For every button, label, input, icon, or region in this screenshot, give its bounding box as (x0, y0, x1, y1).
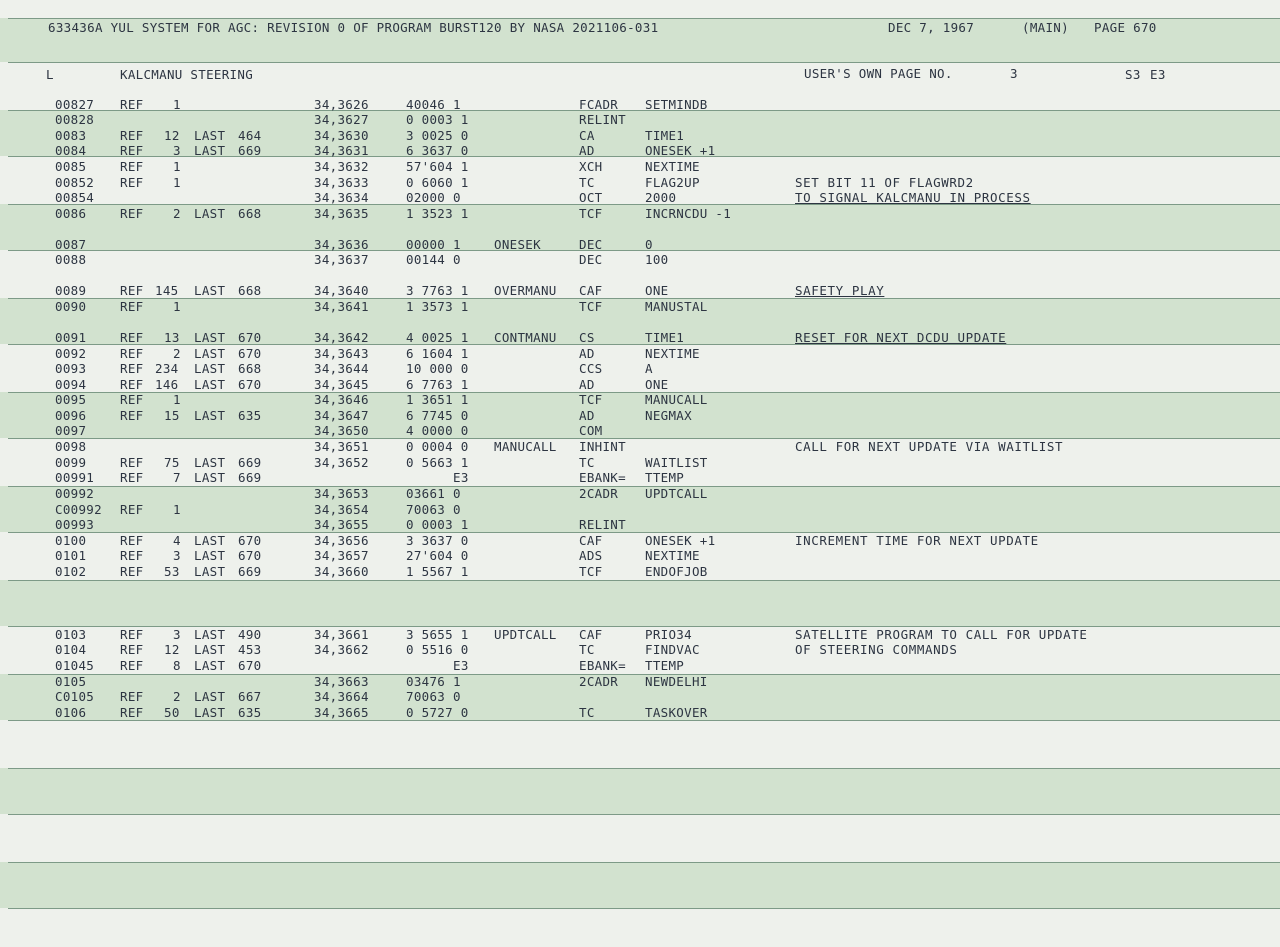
listing-count-18: 15 (164, 408, 180, 423)
listing-addr-28: 34,3660 (314, 564, 369, 579)
listing-code-20: 0 0004 0 (406, 439, 469, 454)
listing-code-29: 3 5655 1 (406, 627, 469, 642)
listing-count-3: 12 (164, 128, 180, 143)
listing-count-26: 4 (173, 533, 181, 548)
listing-code-9: 00000 1 (406, 237, 461, 252)
listing-last-31: LAST (194, 658, 226, 673)
listing-op-1: FCADR (579, 97, 619, 112)
listing-addr-2: 34,3627 (314, 112, 369, 127)
listing-line-11: 0089 (55, 283, 87, 298)
listing-code-31: E3 (453, 658, 469, 673)
listing-ref-22: REF (120, 470, 144, 485)
listing-op-19: COM (579, 423, 603, 438)
listing-ref-30: REF (120, 642, 144, 657)
listing-page-14: 670 (238, 346, 262, 361)
listing-op-27: ADS (579, 548, 603, 563)
listing-op-20: INHINT (579, 439, 626, 454)
listing-addr-8: 34,3635 (314, 206, 369, 221)
listing-count-11: 145 (155, 283, 179, 298)
listing-code-3: 3 0025 0 (406, 128, 469, 143)
listing-line-6: 00852 (55, 175, 95, 190)
listing-operand-26: ONESEK +1 (645, 533, 716, 548)
listing-code-13: 4 0025 1 (406, 330, 469, 345)
listing-addr-18: 34,3647 (314, 408, 369, 423)
listing-operand-5: NEXTIME (645, 159, 700, 174)
listing-addr-20: 34,3651 (314, 439, 369, 454)
listing-code-34: 0 5727 0 (406, 705, 469, 720)
listing-operand-18: NEGMAX (645, 408, 692, 423)
listing-ref-28: REF (120, 564, 144, 579)
listing-code-4: 6 3637 0 (406, 143, 469, 158)
listing-comment-11: SAFETY PLAY (795, 283, 885, 298)
listing-page-3: 464 (238, 128, 262, 143)
listing-op-26: CAF (579, 533, 603, 548)
listing-op-10: DEC (579, 252, 603, 267)
listing-addr-26: 34,3656 (314, 533, 369, 548)
listing-line-33: C0105 (55, 689, 95, 704)
listing-count-12: 1 (173, 299, 181, 314)
listing-line-25: 00993 (55, 517, 95, 532)
listing-count-1: 1 (173, 97, 181, 112)
listing-operand-28: ENDOFJOB (645, 564, 708, 579)
listing-operand-14: NEXTIME (645, 346, 700, 361)
listing-count-24: 1 (173, 502, 181, 517)
listing-code-18: 6 7745 0 (406, 408, 469, 423)
listing-code-8: 1 3523 1 (406, 206, 469, 221)
listing-ref-31: REF (120, 658, 144, 673)
listing-line-2: 00828 (55, 112, 95, 127)
listing-last-28: LAST (194, 564, 226, 579)
listing-op-12: TCF (579, 299, 603, 314)
listing-code-26: 3 3637 0 (406, 533, 469, 548)
listing-op-29: CAF (579, 627, 603, 642)
listing-line-13: 0091 (55, 330, 87, 345)
listing-addr-4: 34,3631 (314, 143, 369, 158)
listing-count-33: 2 (173, 689, 181, 704)
listing-addr-15: 34,3644 (314, 361, 369, 376)
listing-ref-17: REF (120, 392, 144, 407)
listing-op-6: TC (579, 175, 595, 190)
listing-op-4: AD (579, 143, 595, 158)
listing-line-16: 0094 (55, 377, 87, 392)
listing-last-34: LAST (194, 705, 226, 720)
listing-ref-4: REF (120, 143, 144, 158)
listing-addr-9: 34,3636 (314, 237, 369, 252)
listing-page-13: 670 (238, 330, 262, 345)
listing-line-19: 0097 (55, 423, 87, 438)
listing-comment-30: OF STEERING COMMANDS (795, 642, 958, 657)
listing-comment-29: SATELLITE PROGRAM TO CALL FOR UPDATE (795, 627, 1088, 642)
listing-operand-16: ONE (645, 377, 669, 392)
listing-operand-12: MANUSTAL (645, 299, 708, 314)
listing-line-18: 0096 (55, 408, 87, 423)
listing-page-33: 667 (238, 689, 262, 704)
listing-code-19: 4 0000 0 (406, 423, 469, 438)
listing-code-28: 1 5567 1 (406, 564, 469, 579)
listing-count-16: 146 (155, 377, 179, 392)
listing-op-21: TC (579, 455, 595, 470)
listing-last-3: LAST (194, 128, 226, 143)
listing-op-31: EBANK= (579, 658, 626, 673)
listing-addr-19: 34,3650 (314, 423, 369, 438)
listing-last-11: LAST (194, 283, 226, 298)
listing-comment-20: CALL FOR NEXT UPDATE VIA WAITLIST (795, 439, 1064, 454)
listing-addr-29: 34,3661 (314, 627, 369, 642)
listing-addr-1: 34,3626 (314, 97, 369, 112)
listing-operand-3: TIME1 (645, 128, 685, 143)
listing-page-4: 669 (238, 143, 262, 158)
listing-addr-6: 34,3633 (314, 175, 369, 190)
listing-operand-22: TTEMP (645, 470, 685, 485)
listing-ref-14: REF (120, 346, 144, 361)
listing-operand-23: UPDTCALL (645, 486, 708, 501)
listing-addr-33: 34,3664 (314, 689, 369, 704)
listing-page-8: 668 (238, 206, 262, 221)
listing-ref-15: REF (120, 361, 144, 376)
listing-count-22: 7 (173, 470, 181, 485)
listing-ref-6: REF (120, 175, 144, 190)
listing-operand-21: WAITLIST (645, 455, 708, 470)
listing-code-25: 0 0003 1 (406, 517, 469, 532)
listing-code-30: 0 5516 0 (406, 642, 469, 657)
listing-count-27: 3 (173, 548, 181, 563)
listing-op-22: EBANK= (579, 470, 626, 485)
listing-count-5: 1 (173, 159, 181, 174)
listing-op-25: RELINT (579, 517, 626, 532)
e3-label: E3 (1150, 67, 1166, 82)
listing-code-27: 27'604 0 (406, 548, 469, 563)
listing-op-23: 2CADR (579, 486, 619, 501)
listing-line-10: 0088 (55, 252, 87, 267)
listing-label-29: UPDTCALL (494, 627, 557, 642)
listing-op-13: CS (579, 330, 595, 345)
listing-last-8: LAST (194, 206, 226, 221)
listing-addr-21: 34,3652 (314, 455, 369, 470)
listing-op-17: TCF (579, 392, 603, 407)
listing-count-29: 3 (173, 627, 181, 642)
listing-op-14: AD (579, 346, 595, 361)
listing-addr-11: 34,3640 (314, 283, 369, 298)
listing-line-24: C00992 (55, 502, 102, 517)
listing-addr-27: 34,3657 (314, 548, 369, 563)
listing-last-14: LAST (194, 346, 226, 361)
listing-line-21: 0099 (55, 455, 87, 470)
listing-operand-11: ONE (645, 283, 669, 298)
listing-last-26: LAST (194, 533, 226, 548)
listing-addr-14: 34,3643 (314, 346, 369, 361)
listing-ref-8: REF (120, 206, 144, 221)
listing-line-20: 0098 (55, 439, 87, 454)
listing-code-1: 40046 1 (406, 97, 461, 112)
listing-count-31: 8 (173, 658, 181, 673)
listing-page-22: 669 (238, 470, 262, 485)
listing-ref-34: REF (120, 705, 144, 720)
users-page-number: 3 (1010, 66, 1018, 81)
header-date: DEC 7, 1967 (888, 20, 975, 35)
listing-ref-16: REF (120, 377, 144, 392)
listing-line-34: 0106 (55, 705, 87, 720)
listing-line-7: 00854 (55, 190, 95, 205)
listing-ref-1: REF (120, 97, 144, 112)
listing-code-16: 6 7763 1 (406, 377, 469, 392)
listing-code-14: 6 1604 1 (406, 346, 469, 361)
listing-page-16: 670 (238, 377, 262, 392)
listing-code-6: 0 6060 1 (406, 175, 469, 190)
listing-code-23: 03661 0 (406, 486, 461, 501)
listing-count-15: 234 (155, 361, 179, 376)
listing-ref-21: REF (120, 455, 144, 470)
header-program-line: 633436A YUL SYSTEM FOR AGC: REVISION 0 OF PROGRAM BURST120 BY NASA 2021106-031 (48, 20, 659, 35)
listing-comment-6: SET BIT 11 OF FLAGWRD2 (795, 175, 974, 190)
listing-line-27: 0101 (55, 548, 87, 563)
listing-ref-13: REF (120, 330, 144, 345)
listing-addr-17: 34,3646 (314, 392, 369, 407)
listing-line-5: 0085 (55, 159, 87, 174)
listing-op-30: TC (579, 642, 595, 657)
listing-line-29: 0103 (55, 627, 87, 642)
listing-code-17: 1 3651 1 (406, 392, 469, 407)
listing-operand-10: 100 (645, 252, 669, 267)
listing-label-13: CONTMANU (494, 330, 557, 345)
listing-line-28: 0102 (55, 564, 87, 579)
listing-last-4: LAST (194, 143, 226, 158)
listing-code-33: 70063 0 (406, 689, 461, 704)
listing-count-14: 2 (173, 346, 181, 361)
listing-last-21: LAST (194, 455, 226, 470)
listing-line-32: 0105 (55, 674, 87, 689)
listing-page-31: 670 (238, 658, 262, 673)
listing-line-3: 0083 (55, 128, 87, 143)
listing-op-18: AD (579, 408, 595, 423)
listing-count-28: 53 (164, 564, 180, 579)
listing-page-15: 668 (238, 361, 262, 376)
listing-label-11: OVERMANU (494, 283, 557, 298)
listing-operand-9: 0 (645, 237, 653, 252)
listing-operand-34: TASKOVER (645, 705, 708, 720)
listing-op-9: DEC (579, 237, 603, 252)
listing-label-20: MANUCALL (494, 439, 557, 454)
listing-operand-27: NEXTIME (645, 548, 700, 563)
listing-operand-7: 2000 (645, 190, 677, 205)
listing-code-15: 10 000 0 (406, 361, 469, 376)
listing-comment-13: RESET FOR NEXT DCDU UPDATE (795, 330, 1007, 345)
users-page-label: USER'S OWN PAGE NO. (804, 66, 953, 81)
listing-page-26: 670 (238, 533, 262, 548)
listing-addr-30: 34,3662 (314, 642, 369, 657)
listing-page-29: 490 (238, 627, 262, 642)
s3-label: S3 (1125, 67, 1141, 82)
listing-addr-23: 34,3653 (314, 486, 369, 501)
listing-count-21: 75 (164, 455, 180, 470)
listing-page-21: 669 (238, 455, 262, 470)
listing-count-34: 50 (164, 705, 180, 720)
listing-last-22: LAST (194, 470, 226, 485)
listing-line-30: 0104 (55, 642, 87, 657)
listing-label-9: ONESEK (494, 237, 541, 252)
listing-comment-26: INCREMENT TIME FOR NEXT UPDATE (795, 533, 1039, 548)
listing-last-27: LAST (194, 548, 226, 563)
listing-operand-30: FINDVAC (645, 642, 700, 657)
listing-count-17: 1 (173, 392, 181, 407)
listing-code-12: 1 3573 1 (406, 299, 469, 314)
listing-page-34: 635 (238, 705, 262, 720)
listing-op-5: XCH (579, 159, 603, 174)
listing-op-11: CAF (579, 283, 603, 298)
listing-page-27: 670 (238, 548, 262, 563)
listing-addr-32: 34,3663 (314, 674, 369, 689)
listing-ref-11: REF (120, 283, 144, 298)
listing-ref-29: REF (120, 627, 144, 642)
listing-line-4: 0084 (55, 143, 87, 158)
listing-addr-3: 34,3630 (314, 128, 369, 143)
listing-ref-12: REF (120, 299, 144, 314)
listing-count-8: 2 (173, 206, 181, 221)
listing-line-15: 0093 (55, 361, 87, 376)
listing-line-8: 0086 (55, 206, 87, 221)
listing-op-3: CA (579, 128, 595, 143)
listing-addr-16: 34,3645 (314, 377, 369, 392)
listing-operand-17: MANUCALL (645, 392, 708, 407)
listing-line-1: 00827 (55, 97, 95, 112)
listing-addr-34: 34,3665 (314, 705, 369, 720)
listing-count-13: 13 (164, 330, 180, 345)
listing-operand-1: SETMINDB (645, 97, 708, 112)
listing-ref-18: REF (120, 408, 144, 423)
listing-operand-31: TTEMP (645, 658, 685, 673)
listing-line-31: 01045 (55, 658, 95, 673)
listing-addr-24: 34,3654 (314, 502, 369, 517)
listing-last-15: LAST (194, 361, 226, 376)
listing-count-6: 1 (173, 175, 181, 190)
listing-addr-12: 34,3641 (314, 299, 369, 314)
listing-ref-3: REF (120, 128, 144, 143)
listing-line-23: 00992 (55, 486, 95, 501)
listing-count-30: 12 (164, 642, 180, 657)
listing-addr-7: 34,3634 (314, 190, 369, 205)
listing-op-15: CCS (579, 361, 603, 376)
listing-code-22: E3 (453, 470, 469, 485)
listing-code-7: 02000 0 (406, 190, 461, 205)
listing-line-22: 00991 (55, 470, 95, 485)
listing-count-4: 3 (173, 143, 181, 158)
listing-last-16: LAST (194, 377, 226, 392)
listing-last-29: LAST (194, 627, 226, 642)
header-main: (MAIN) (1022, 20, 1069, 35)
listing-operand-8: INCRNCDU -1 (645, 206, 732, 221)
listing-code-5: 57'604 1 (406, 159, 469, 174)
listing-operand-4: ONESEK +1 (645, 143, 716, 158)
listing-last-33: LAST (194, 689, 226, 704)
listing-addr-25: 34,3655 (314, 517, 369, 532)
listing-op-2: RELINT (579, 112, 626, 127)
listing-last-30: LAST (194, 642, 226, 657)
listing-page-28: 669 (238, 564, 262, 579)
listing-ref-24: REF (120, 502, 144, 517)
listing-ref-5: REF (120, 159, 144, 174)
listing-ref-27: REF (120, 548, 144, 563)
listing-operand-32: NEWDELHI (645, 674, 708, 689)
listing-addr-5: 34,3632 (314, 159, 369, 174)
listing-code-10: 00144 0 (406, 252, 461, 267)
listing-operand-6: FLAG2UP (645, 175, 700, 190)
listing-operand-15: A (645, 361, 653, 376)
listing-page-30: 453 (238, 642, 262, 657)
listing-comment-7: TO SIGNAL KALCMANU IN PROCESS (795, 190, 1031, 205)
listing-ref-33: REF (120, 689, 144, 704)
listing-code-2: 0 0003 1 (406, 112, 469, 127)
listing-op-34: TC (579, 705, 595, 720)
listing-last-13: LAST (194, 330, 226, 345)
listing-op-28: TCF (579, 564, 603, 579)
listing-op-32: 2CADR (579, 674, 619, 689)
listing-page-18: 635 (238, 408, 262, 423)
log-section-letter: L (46, 67, 54, 82)
listing-operand-13: TIME1 (645, 330, 685, 345)
listing-page-11: 668 (238, 283, 262, 298)
listing-line-12: 0090 (55, 299, 87, 314)
listing-line-14: 0092 (55, 346, 87, 361)
listing-line-9: 0087 (55, 237, 87, 252)
listing-code-24: 70063 0 (406, 502, 461, 517)
listing-ref-26: REF (120, 533, 144, 548)
listing-addr-13: 34,3642 (314, 330, 369, 345)
listing-code-11: 3 7763 1 (406, 283, 469, 298)
listing-operand-29: PRIO34 (645, 627, 692, 642)
listing-op-7: OCT (579, 190, 603, 205)
listing-op-8: TCF (579, 206, 603, 221)
listing-code-21: 0 5663 1 (406, 455, 469, 470)
section-title: KALCMANU STEERING (120, 67, 254, 82)
listing-line-17: 0095 (55, 392, 87, 407)
listing-code-32: 03476 1 (406, 674, 461, 689)
listing-addr-10: 34,3637 (314, 252, 369, 267)
listing-op-16: AD (579, 377, 595, 392)
listing-line-26: 0100 (55, 533, 87, 548)
listing-last-18: LAST (194, 408, 226, 423)
header-page: PAGE 670 (1094, 20, 1157, 35)
